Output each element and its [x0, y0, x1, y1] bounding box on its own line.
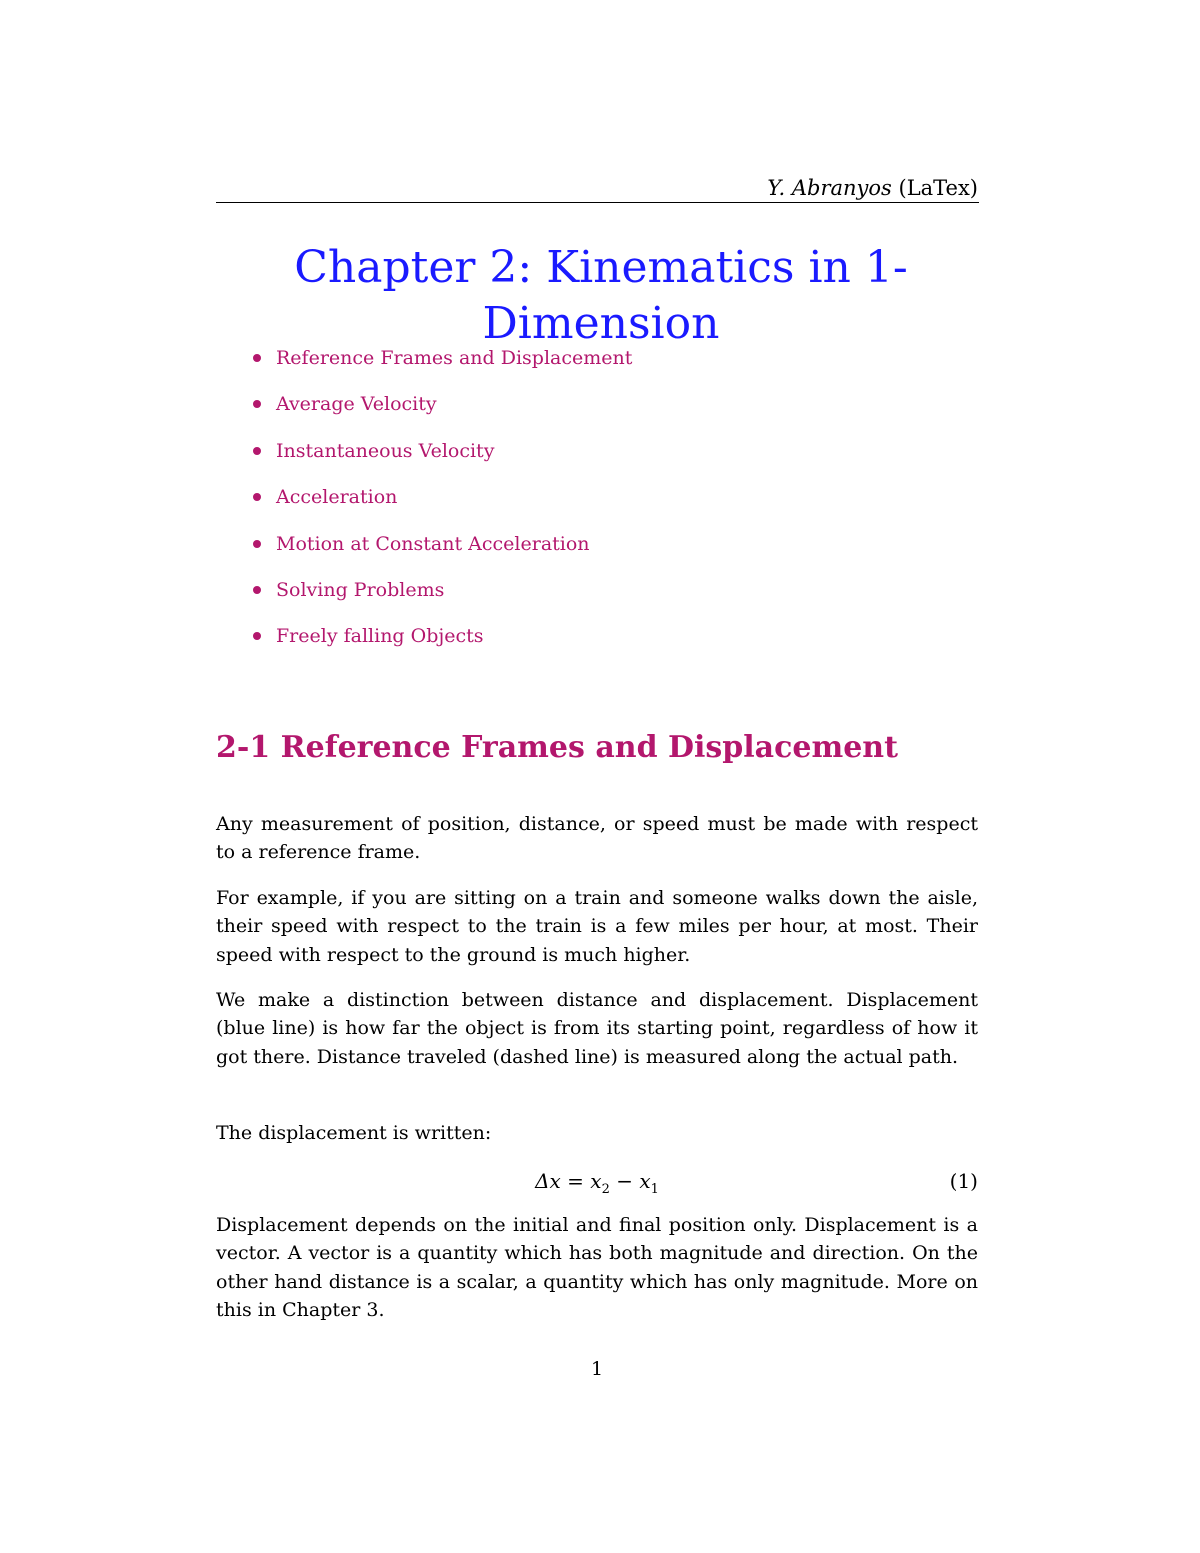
paragraph-train-example: For example, if you are sitting on a train and someone walks down the aisle, their speed with respect to the train is a few miles per hour, at most. Their speed with respect to the ground is much higher. — [216, 887, 978, 966]
header-rule — [216, 202, 979, 203]
equation-subscript-2: 2 — [601, 1182, 610, 1197]
topic-label: Reference Frames and Displacement — [276, 347, 633, 369]
topic-label: Motion at Constant Acceleration — [276, 532, 590, 555]
bullet-icon — [253, 447, 261, 455]
equation-minus: − x — [609, 1169, 651, 1193]
bullet-icon — [253, 540, 261, 548]
paragraph-displacement-written: The displacement is written: — [216, 1122, 492, 1144]
page-number: 1 — [590, 1358, 604, 1380]
topic-item[interactable] — [250, 529, 632, 575]
bullet-icon — [253, 493, 261, 501]
header-author: Y. Abranyos — [767, 176, 892, 200]
topic-item[interactable] — [250, 436, 632, 482]
chapter-topics-list — [250, 343, 632, 668]
section-heading: 2-1 Reference Frames and Displacement — [216, 730, 898, 765]
paragraph-vector-scalar: Displacement depends on the initial and final position only. Displacement is a vector. A vector is a quantity which has both magnitude and direction. On the other hand distance is a scalar, a quantity which has only magnitude. More on this in Chapter 3. — [216, 1214, 978, 1322]
running-header — [216, 175, 978, 201]
topic-item[interactable] — [250, 621, 632, 667]
paragraph-distance-vs-displacement: We make a distinction between distance and displacement. Displacement (blue line) is how far the object is from its starting point, regardless of how it got there. Distance traveled (dashed line) is measured along the actual path. — [216, 989, 978, 1068]
paragraph-reference-frame: Any measurement of position, distance, or speed must be made with respect to a reference frame. — [216, 813, 978, 864]
bullet-icon — [253, 354, 261, 362]
bullet-icon — [253, 586, 261, 594]
bullet-icon — [253, 632, 261, 640]
topic-item[interactable] — [250, 389, 632, 435]
topic-label: Freely falling Objects — [276, 625, 484, 648]
topic-label: Average Velocity — [276, 393, 437, 416]
topic-item[interactable] — [250, 343, 632, 389]
header-tool: (LaTex) — [898, 176, 978, 200]
equation-body — [216, 1166, 978, 1205]
topic-label: Acceleration — [276, 486, 398, 509]
topic-item[interactable] — [250, 482, 632, 528]
equation-subscript-1: 1 — [650, 1182, 659, 1197]
chapter-title: Chapter 2: Kinematics in 1-Dimension — [294, 242, 908, 349]
topic-label: Solving Problems — [276, 578, 445, 601]
equation-lhs: Δx = x — [535, 1169, 602, 1193]
equation-number: (1) — [949, 1169, 978, 1193]
topic-item[interactable] — [250, 575, 632, 621]
displacement-equation — [216, 1166, 978, 1196]
bullet-icon — [253, 400, 261, 408]
topic-label: Instantaneous Velocity — [276, 439, 495, 462]
